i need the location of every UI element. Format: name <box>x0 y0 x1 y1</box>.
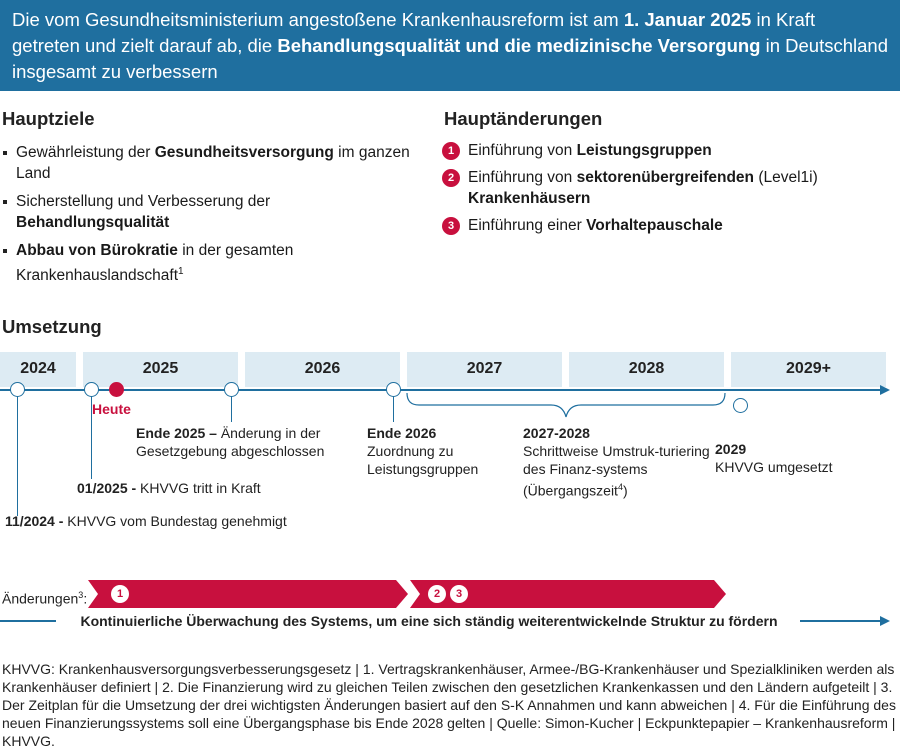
aenderungen-label <box>2 586 87 608</box>
goal-bold: Gesundheitsversorgung <box>154 144 334 161</box>
event-bold: Ende 2025 – <box>136 425 217 441</box>
goal-text: im ganzen Land <box>16 144 410 182</box>
timeline-arrow-icon <box>880 385 890 395</box>
milestone-marker <box>733 398 748 413</box>
monitoring-line-right <box>800 620 880 622</box>
event-text: Schrittweise Umstruk-turiering des Finanz-systems (Übergangszeit <box>523 443 710 499</box>
goal-text: in der gesamten Krankenhauslandschaft <box>16 242 294 285</box>
milestone-marker <box>10 382 25 397</box>
aenderungen-text: Änderungen <box>2 590 79 607</box>
aenderungen-text: : <box>83 590 88 607</box>
connector-line <box>17 396 18 516</box>
event-2027-2028 <box>523 424 713 500</box>
change-text: Einführung von <box>468 142 577 159</box>
event-bold: Ende 2026 <box>367 425 437 441</box>
footnotes: KHVVG: Krankenhausversorgungsverbesserungsgesetz | 1. Vertragskrankenhäuser, Armee-/BG-Krankenhäuser und Spezialkliniken werden als Krankenhäuser definiert | 2. Die Finanzierung wird zu gleichen Teilen zwischen den gesetzlichen Krankenkassen und den Ländern aufgeteilt | 3. Der Zeitplan für die Umsetzung der drei wichtigsten Änderungen basiert auf den S-K Annahmen und kann abweichen | 4. Für die Einführung des neuen Finanzierungssystems soll eine Übergangsphase bis Ende 2028 gelten | Quelle: Simon-Kucher | Eckpunktepapier – Krankenhausreform | KHVVG. <box>2 661 896 749</box>
banner-date: 1. Januar 2025 <box>623 9 752 30</box>
goal-item <box>2 142 422 184</box>
phase-1-chevron <box>88 580 408 608</box>
event-01-2025 <box>77 479 377 497</box>
change-item <box>440 215 900 236</box>
event-ende-2025 <box>136 424 356 460</box>
header-banner <box>0 0 900 91</box>
phase-badge-1: 1 <box>111 585 129 603</box>
banner-text: Die vom Gesundheitsministerium angestoßene Krankenhausreform ist am <box>12 9 624 30</box>
footnote-ref: 1 <box>178 266 184 277</box>
event-2029 <box>715 440 895 476</box>
change-bold: sektorenübergreifenden <box>576 169 755 186</box>
change-item <box>440 140 900 161</box>
year-2029plus: 2029+ <box>731 352 886 387</box>
footnote-ref: 3 <box>78 590 84 600</box>
goal-item <box>2 191 422 233</box>
milestone-marker <box>386 382 401 397</box>
change-bold: Leistungsgruppen <box>576 142 712 159</box>
goals-list <box>2 142 422 293</box>
brace-2027-2028 <box>405 391 727 421</box>
change-bold: Vorhaltepauschale <box>586 217 723 234</box>
event-bold: 11/2024 - <box>5 513 64 529</box>
goal-item <box>2 240 422 286</box>
number-badge: 2 <box>442 169 460 187</box>
year-2028: 2028 <box>569 352 724 387</box>
event-bold: 2029 <box>715 441 747 457</box>
change-text: Einführung einer <box>468 217 587 234</box>
banner-bold: Behandlungsqualität und die medizinische Versorgung <box>277 35 761 56</box>
phase-chevrons <box>88 580 728 608</box>
event-text: KHVVG vom Bundestag genehmigt <box>63 513 287 529</box>
phase-badge-3: 3 <box>450 585 468 603</box>
changes-list <box>440 140 900 242</box>
year-2026: 2026 <box>245 352 400 387</box>
today-label: Heute <box>92 401 131 417</box>
changes-title: Hauptänderungen <box>444 108 603 129</box>
banner-text-2: in Kraft getreten und zielt darauf ab, die <box>12 9 816 56</box>
goal-bold: Behandlungsqualität <box>16 214 170 231</box>
banner-text-3: in Deutschland insgesamt zu verbessern <box>12 35 889 82</box>
event-ende-2026 <box>367 424 507 478</box>
event-text: Änderung in der Gesetzgebung abgeschlossen <box>136 425 325 459</box>
change-text: (Level1i) <box>754 169 818 186</box>
event-text: ) <box>622 482 628 499</box>
event-text: Zuordnung zu Leistungsgruppen <box>367 443 479 477</box>
umsetzung-title: Umsetzung <box>2 316 102 337</box>
change-text: Einführung von <box>468 169 577 186</box>
goal-text: Sicherstellung und Verbesserung der <box>16 193 271 210</box>
year-2027: 2027 <box>407 352 562 387</box>
event-text: KHVVG umgesetzt <box>715 459 833 475</box>
today-marker <box>109 382 124 397</box>
number-badge: 3 <box>442 217 460 235</box>
milestone-marker <box>84 382 99 397</box>
number-badge: 1 <box>442 142 460 160</box>
monitoring-line-left <box>0 620 56 622</box>
event-bold: 2027-2028 <box>523 425 590 441</box>
goal-bold: Abbau von Bürokratie <box>16 242 178 259</box>
event-text: KHVVG tritt in Kraft <box>136 480 261 496</box>
connector-line <box>231 396 232 422</box>
monitoring-text: Kontinuierliche Überwachung des Systems, um eine sich ständig weiterentwickelnde Struktur zu fördern <box>80 613 778 629</box>
monitoring-arrow-icon <box>880 616 890 626</box>
change-bold: Krankenhäusern <box>468 190 591 207</box>
goal-text: Gewährleistung der <box>16 144 155 161</box>
year-2025: 2025 <box>83 352 238 387</box>
connector-line <box>393 396 394 422</box>
event-11-2024 <box>5 512 365 530</box>
goals-title: Hauptziele <box>2 108 95 129</box>
milestone-marker <box>224 382 239 397</box>
phase-badge-2: 2 <box>428 585 446 603</box>
event-bold: 01/2025 - <box>77 480 137 496</box>
year-2024: 2024 <box>0 352 76 387</box>
change-item <box>440 167 900 209</box>
footnote-ref: 4 <box>617 482 623 492</box>
